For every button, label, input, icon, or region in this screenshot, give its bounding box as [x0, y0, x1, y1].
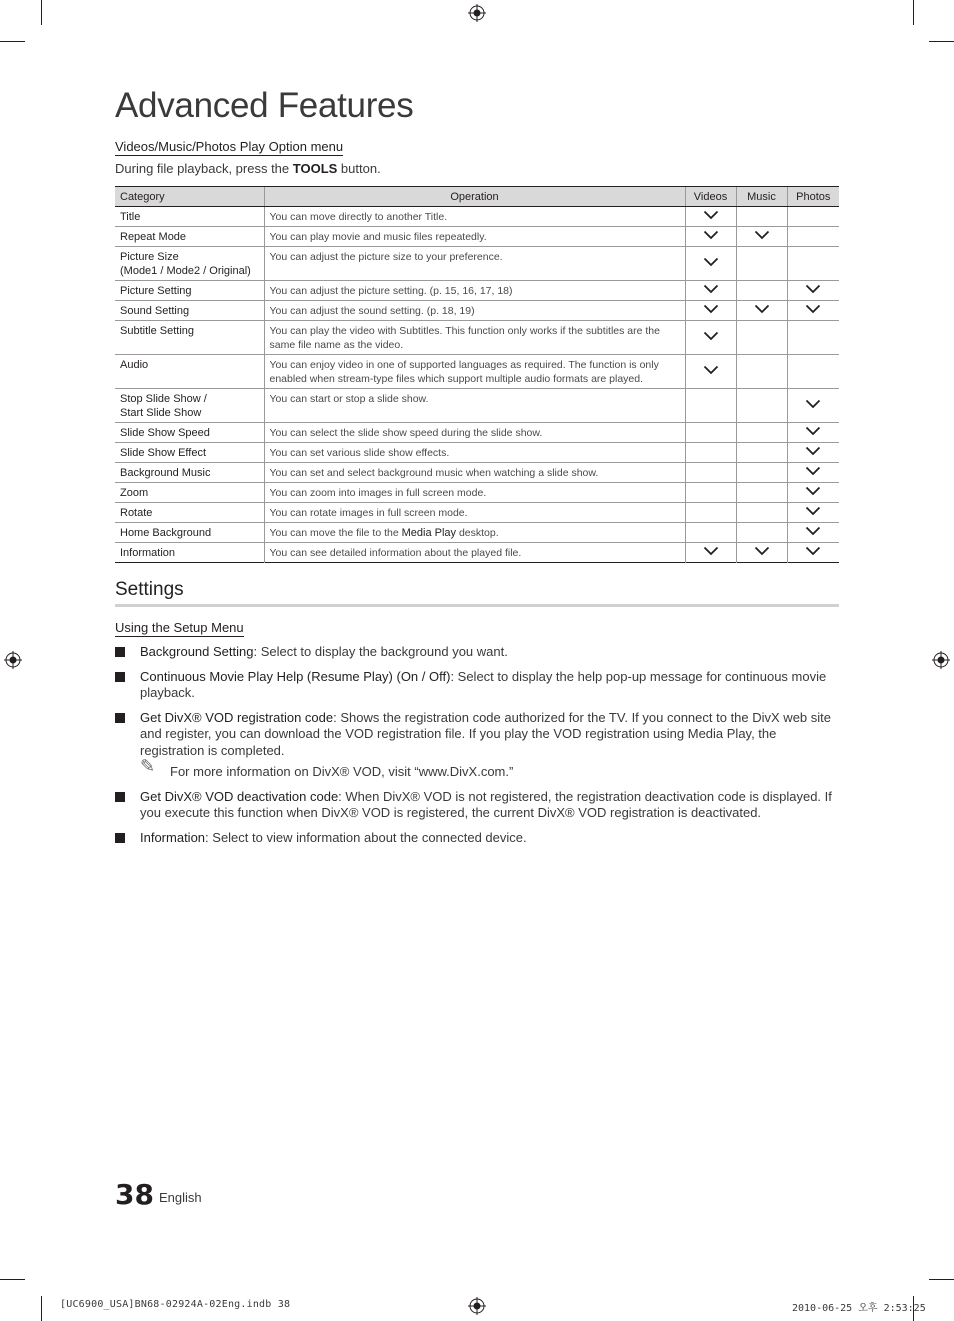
- operation-cell: You can enjoy video in one of supported languages as required. The function is only enabled when stream-type files which support multiple audio formats are played.: [264, 355, 685, 389]
- column-header-category: Category: [115, 187, 264, 207]
- photos-cell: [787, 321, 839, 355]
- intro-text: During file playback, press the: [115, 161, 293, 176]
- item-text: : Select to display the background you want.: [253, 644, 508, 659]
- crop-mark: [929, 1279, 954, 1280]
- operation-bold-text: Media Play: [401, 527, 457, 539]
- operation-cell: You can adjust the picture size to your preference.: [264, 247, 685, 281]
- videos-cell: [685, 321, 736, 355]
- photos-cell: [787, 227, 839, 247]
- videos-cell: [685, 247, 736, 281]
- photos-cell: [787, 389, 839, 423]
- item-text: : Select to display the help pop-up message for continuous movie playback.: [140, 668, 827, 700]
- music-cell: [736, 227, 787, 247]
- check-mark-icon: [805, 506, 821, 516]
- setup-menu-heading: Using the Setup Menu: [115, 620, 244, 635]
- videos-cell: [685, 281, 736, 301]
- category-cell: Home Background: [115, 523, 264, 543]
- photos-cell: [787, 281, 839, 301]
- check-mark-icon: [805, 284, 821, 294]
- videos-cell: [685, 463, 736, 483]
- table-row: [115, 355, 839, 389]
- check-mark-icon: [703, 257, 719, 267]
- operation-cell: You can play movie and music files repeatedly.: [264, 227, 685, 247]
- item-text: : When DivX® VOD is not registered, the registration deactivation code is displayed. If you execute this function when DivX® VOD is registered, the current DivX® VOD registration is deactivated.: [140, 788, 832, 820]
- check-mark-icon: [805, 304, 821, 314]
- check-mark-icon: [805, 486, 821, 496]
- bullet-square-icon: [115, 672, 125, 682]
- operation-cell: You can adjust the picture setting. (p. 15, 16, 17, 18): [264, 281, 685, 301]
- check-mark-icon: [703, 331, 719, 341]
- table-row: [115, 321, 839, 355]
- operation-cell: You can adjust the sound setting. (p. 18, 19): [264, 301, 685, 321]
- bullet-square-icon: [115, 713, 125, 723]
- music-cell: [736, 423, 787, 443]
- table-row: [115, 207, 839, 227]
- photos-cell: [787, 423, 839, 443]
- item-text: : Select to view information about the connected device.: [205, 829, 527, 845]
- music-cell: [736, 443, 787, 463]
- operation-cell: You can select the slide show speed during the slide show.: [264, 423, 685, 443]
- music-cell: [736, 281, 787, 301]
- photos-cell: [787, 483, 839, 503]
- category-cell: Subtitle Setting: [115, 321, 264, 355]
- table-row: [115, 389, 839, 423]
- list-item: [115, 789, 839, 822]
- check-mark-icon: [805, 466, 821, 476]
- check-mark-icon: [703, 284, 719, 294]
- table-row: [115, 247, 839, 281]
- category-cell: Stop Slide Show / Start Slide Show: [115, 389, 264, 423]
- videos-cell: [685, 355, 736, 389]
- check-mark-icon: [805, 446, 821, 456]
- item-label: Continuous Movie Play Help (Resume Play) (On / Off): [140, 668, 451, 684]
- print-slug-file: [UC6900_USA]BN68-02924A-02Eng.indb 38: [60, 1299, 291, 1310]
- table-row: [115, 423, 839, 443]
- table-row: [115, 463, 839, 483]
- table-row: [115, 443, 839, 463]
- music-cell: [736, 543, 787, 563]
- intro-text: button.: [337, 161, 381, 176]
- list-item: [115, 669, 839, 702]
- crop-mark: [913, 0, 914, 25]
- photos-cell: [787, 207, 839, 227]
- play-option-heading: Videos/Music/Photos Play Option menu: [115, 139, 344, 154]
- check-mark-icon: [703, 210, 719, 220]
- check-mark-icon: [703, 230, 719, 240]
- category-cell: Slide Show Speed: [115, 423, 264, 443]
- photos-cell: [787, 503, 839, 523]
- videos-cell: [685, 523, 736, 543]
- bullet-square-icon: [115, 792, 125, 802]
- category-cell: Background Music: [115, 463, 264, 483]
- settings-section-title: Settings: [115, 579, 839, 607]
- item-label: Information: [140, 829, 206, 845]
- crop-mark: [929, 41, 954, 42]
- category-cell: Slide Show Effect: [115, 443, 264, 463]
- note-text: For more information on DivX® VOD, visit “www.DivX.com.”: [170, 764, 514, 779]
- videos-cell: [685, 423, 736, 443]
- column-header-videos: Videos: [685, 187, 736, 207]
- category-cell: Picture Size (Mode1 / Mode2 / Original): [115, 247, 264, 281]
- operation-cell: You can move directly to another Title.: [264, 207, 685, 227]
- check-mark-icon: [805, 426, 821, 436]
- videos-cell: [685, 207, 736, 227]
- videos-cell: [685, 483, 736, 503]
- item-text: : Shows the registration code authorized for the TV. If you connect to the DivX web site and register, you can download the VOD registration file. If you play the VOD registration using Media Play, the registration is completed.: [140, 709, 832, 758]
- table-row: [115, 483, 839, 503]
- photos-cell: [787, 523, 839, 543]
- operation-cell: You can play the video with Subtitles. This function only works if the subtitles are the same file name as the video.: [264, 321, 685, 355]
- category-cell: Repeat Mode: [115, 227, 264, 247]
- chapter-title: Advanced Features: [115, 86, 414, 125]
- music-cell: [736, 483, 787, 503]
- table-row: [115, 543, 839, 563]
- table-row: [115, 503, 839, 523]
- list-item: [115, 710, 839, 760]
- crop-mark: [0, 1279, 25, 1280]
- list-item: [115, 644, 839, 661]
- videos-cell: [685, 301, 736, 321]
- check-mark-icon: [754, 304, 770, 314]
- check-mark-icon: [703, 546, 719, 556]
- column-header-operation: Operation: [264, 187, 685, 207]
- registration-mark-icon: [468, 1297, 486, 1315]
- category-cell: Zoom: [115, 483, 264, 503]
- check-mark-icon: [754, 546, 770, 556]
- category-cell: Rotate: [115, 503, 264, 523]
- photos-cell: [787, 247, 839, 281]
- music-cell: [736, 523, 787, 543]
- check-mark-icon: [754, 230, 770, 240]
- table-header-row: [115, 187, 839, 207]
- crop-mark: [41, 1296, 42, 1321]
- category-cell: Audio: [115, 355, 264, 389]
- item-label: Get DivX® VOD deactivation code: [140, 788, 339, 804]
- music-cell: [736, 463, 787, 483]
- table-row: [115, 301, 839, 321]
- photos-cell: [787, 543, 839, 563]
- registration-mark-icon: [468, 4, 486, 22]
- print-slug-date: 2010-06-25 오후 2:53:25: [792, 1303, 926, 1314]
- column-header-music: Music: [736, 187, 787, 207]
- bullet-square-icon: [115, 833, 125, 843]
- check-mark-icon: [805, 526, 821, 536]
- note-pencil-icon: ✎: [140, 756, 156, 776]
- photos-cell: [787, 301, 839, 321]
- play-option-intro: [115, 161, 381, 176]
- tools-button-label: TOOLS: [292, 161, 338, 176]
- operation-cell: You can rotate images in full screen mode.: [264, 503, 685, 523]
- videos-cell: [685, 443, 736, 463]
- photos-cell: [787, 355, 839, 389]
- page-number: 38: [115, 1178, 154, 1211]
- music-cell: [736, 321, 787, 355]
- play-option-table: [115, 186, 839, 563]
- operation-cell: You can see detailed information about the played file.: [264, 543, 685, 563]
- settings-list: [115, 644, 839, 854]
- column-header-photos: Photos: [787, 187, 839, 207]
- operation-cell: You can zoom into images in full screen mode.: [264, 483, 685, 503]
- videos-cell: [685, 389, 736, 423]
- music-cell: [736, 503, 787, 523]
- page-language: English: [159, 1190, 202, 1205]
- photos-cell: [787, 463, 839, 483]
- crop-mark: [41, 0, 42, 25]
- operation-cell: You can start or stop a slide show.: [264, 389, 685, 423]
- music-cell: [736, 301, 787, 321]
- category-cell: Title: [115, 207, 264, 227]
- table-row: [115, 523, 839, 543]
- category-cell: Information: [115, 543, 264, 563]
- list-item: [115, 830, 839, 847]
- operation-text: You can move the file to the: [269, 527, 402, 539]
- check-mark-icon: [703, 304, 719, 314]
- check-mark-icon: [805, 399, 821, 409]
- item-label: Background Setting: [140, 644, 254, 659]
- table-row: [115, 281, 839, 301]
- videos-cell: [685, 503, 736, 523]
- music-cell: [736, 247, 787, 281]
- music-cell: [736, 207, 787, 227]
- category-cell: Sound Setting: [115, 301, 264, 321]
- note: [115, 756, 839, 781]
- registration-mark-icon: [4, 651, 22, 669]
- table-row: [115, 227, 839, 247]
- operation-cell: You can set various slide show effects.: [264, 443, 685, 463]
- check-mark-icon: [805, 546, 821, 556]
- bullet-square-icon: [115, 647, 125, 657]
- operation-cell: [264, 523, 685, 543]
- check-mark-icon: [703, 365, 719, 375]
- videos-cell: [685, 543, 736, 563]
- videos-cell: [685, 227, 736, 247]
- music-cell: [736, 389, 787, 423]
- crop-mark: [0, 41, 25, 42]
- item-label: Get DivX® VOD registration code: [140, 709, 334, 725]
- category-cell: Picture Setting: [115, 281, 264, 301]
- photos-cell: [787, 443, 839, 463]
- operation-text: desktop.: [456, 527, 499, 539]
- music-cell: [736, 355, 787, 389]
- registration-mark-icon: [932, 651, 950, 669]
- operation-cell: You can set and select background music when watching a slide show.: [264, 463, 685, 483]
